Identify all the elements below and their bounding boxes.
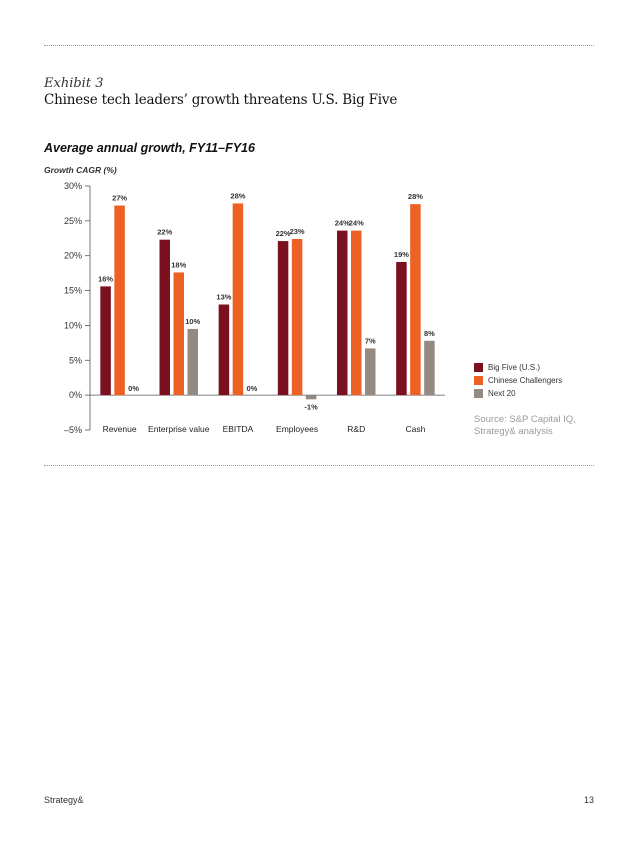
legend-label-chinese-challengers: Chinese Challengers (488, 376, 563, 385)
x-tick-label-enterprise-value: Enterprise value (148, 424, 210, 434)
data-label-big-five-u-s-ebitda: 13% (216, 292, 232, 302)
bar-next-20-enterprise-value (188, 329, 199, 395)
bar-big-five-u-s-revenue (100, 286, 111, 395)
y-tick-label: 20% (63, 250, 82, 261)
legend-swatch-chinese-challengers (474, 376, 483, 385)
x-tick-label-employees: Employees (276, 424, 319, 434)
y-tick-label: 25% (63, 215, 82, 226)
data-label-chinese-challengers-enterprise-value: 18% (171, 260, 187, 270)
x-tick-label-ebitda: EBITDA (222, 424, 254, 434)
bottom-divider (44, 465, 594, 466)
bar-next-20-r-d (365, 348, 376, 395)
bar-chinese-challengers-ebitda (233, 203, 244, 395)
data-label-next-20-r-d: 7% (364, 336, 376, 346)
legend-item-next-20 (474, 387, 562, 400)
y-tick-label: 5% (68, 355, 82, 366)
chart-title: Average annual growth, FY11–FY16 (44, 141, 255, 155)
bar-next-20-employees (306, 395, 317, 399)
data-label-next-20-employees: -1% (304, 402, 318, 412)
bar-next-20-cash (424, 341, 435, 395)
x-tick-label-r-d: R&D (347, 424, 366, 434)
y-tick-label: 30% (63, 181, 82, 191)
chart-legend (474, 361, 562, 400)
data-label-big-five-u-s-r-d: 24% (334, 218, 350, 228)
data-label-next-20-cash: 8% (423, 328, 435, 338)
exhibit-label: Exhibit 3 (44, 76, 104, 91)
data-label-chinese-challengers-r-d: 24% (348, 218, 364, 228)
y-axis-label: Growth CAGR (%) (44, 165, 117, 175)
data-label-big-five-u-s-employees: 22% (275, 229, 291, 239)
data-label-chinese-challengers-cash: 28% (407, 192, 423, 202)
bar-chinese-challengers-employees (292, 239, 303, 395)
y-tick-label: –5% (63, 425, 82, 435)
bar-chinese-challengers-revenue (114, 206, 125, 396)
data-label-chinese-challengers-revenue: 27% (112, 193, 128, 203)
bar-chinese-challengers-enterprise-value (174, 272, 185, 395)
data-label-next-20-revenue: 0% (128, 384, 140, 394)
data-label-chinese-challengers-ebitda: 28% (230, 191, 246, 201)
data-label-next-20-enterprise-value: 10% (185, 316, 201, 326)
legend-swatch-next-20 (474, 389, 483, 398)
page-number: 13 (583, 795, 594, 805)
data-label-next-20-ebitda: 0% (246, 384, 258, 394)
bar-big-five-u-s-ebitda (219, 305, 230, 396)
x-tick-label-cash: Cash (405, 424, 426, 434)
data-label-big-five-u-s-cash: 19% (393, 249, 409, 259)
legend-label-next-20: Next 20 (488, 389, 516, 398)
footer-brand: Strategy& (44, 795, 84, 805)
legend-item-big-five (474, 361, 562, 374)
legend-label-big-five: Big Five (U.S.) (488, 363, 541, 372)
y-tick-label: 15% (63, 285, 82, 296)
data-label-chinese-challengers-employees: 23% (289, 226, 305, 236)
bar-chinese-challengers-r-d (351, 231, 362, 396)
legend-item-chinese-challengers (474, 374, 562, 387)
y-tick-label: 0% (68, 390, 82, 401)
legend-swatch-big-five (474, 363, 483, 372)
data-label-big-five-u-s-enterprise-value: 22% (157, 227, 173, 237)
y-tick-label: 10% (63, 320, 82, 331)
bar-chinese-challengers-cash (410, 204, 421, 395)
bar-big-five-u-s-employees (278, 241, 289, 395)
data-label-big-five-u-s-revenue: 16% (98, 274, 114, 284)
exhibit-title: Chinese tech leaders’ growth threatens U.S. Big Five (44, 92, 398, 108)
bar-big-five-u-s-cash (396, 262, 407, 395)
bar-big-five-u-s-enterprise-value (160, 240, 171, 395)
bar-big-five-u-s-r-d (337, 231, 348, 396)
x-tick-label-revenue: Revenue (102, 424, 137, 434)
source-note: Source: S&P Capital IQ, Strategy& analysis (474, 414, 576, 437)
